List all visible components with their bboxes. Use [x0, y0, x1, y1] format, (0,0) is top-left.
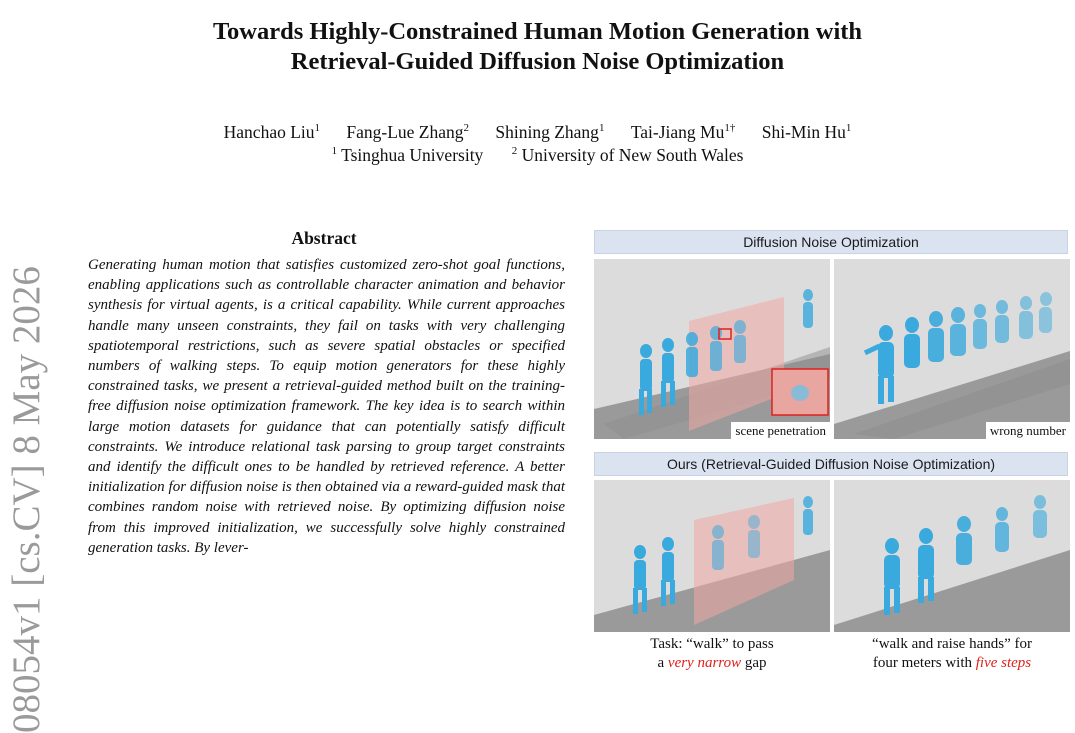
title-line-1: Towards Highly-Constrained Human Motion Generation with — [212, 18, 863, 45]
caption-left-line-2: a very narrow gap — [657, 655, 767, 671]
ours-narrow-gap-panel — [594, 480, 830, 632]
baseline-steps-panel — [834, 259, 1070, 439]
caption-left-highlight: very narrow — [667, 655, 742, 671]
caption-right — [834, 635, 1070, 673]
arxiv-stamp: 08054v1 [cs.CV] 8 May 2026 — [5, 266, 48, 733]
ours-band: Ours (Retrieval-Guided Diffusion Noise Optimization) — [594, 452, 1068, 476]
author-5: Shi-Min Hu$^1$ — [761, 122, 852, 142]
author-3: Shining Zhang$^1$ — [495, 122, 605, 142]
affiliation-1: $^1$ Tsinghua University — [331, 145, 484, 165]
caption-left-line-1: Task: “walk” to pass — [650, 636, 774, 652]
caption-right-line-1: “walk and raise hands” for — [872, 636, 1032, 652]
author-block — [0, 121, 1075, 167]
title-line-2: Retrieval-Guided Diffusion Noise Optimization — [290, 48, 785, 75]
caption-right-highlight: five steps — [975, 655, 1032, 671]
baseline-band: Diffusion Noise Optimization — [594, 230, 1068, 254]
abstract-body: Generating human motion that satisfies customized zero-shot goal functions, enabling applications such as controllable character animation and behavior synthesis for virtual agents, is a critical capability. While current approaches handle many unseen constraints, they fail on tasks with very challenging spatiotemporal restrictions, such as severe spatial obstacles or specified numbers of walking steps. To equip motion generators for these highly constrained tasks, we present a retrieval-guided method built on the training-free diffusion noise optimization framework. The key idea is to search within large motion datasets for guidance that can potentially satisfy difficult constraints. We introduce relational task parsing to group target constraints and identify the difficult ones to be handled by retrieved reference. A better initialization for diffusion noise is then obtained via a reward-guided mask that combines random noise with retrieved noise. By optimizing diffusion noise from this improved initialization, we successfully solve highly constrained generation tasks. By lever- — [88, 257, 565, 556]
caption-left — [594, 635, 830, 673]
paper-title — [0, 17, 1075, 77]
author-list — [0, 121, 1075, 144]
penetration-tag: scene penetration — [731, 422, 830, 439]
author-4: Tai-Jiang $Mu^{1\dagger}$ — [630, 122, 736, 142]
ours-steps-panel — [834, 480, 1070, 632]
author-1: Hanchao Liu$^1$ — [223, 122, 321, 142]
abstract-heading: Abstract — [291, 228, 357, 248]
caption-right-line-2: four meters with five steps — [872, 655, 1032, 671]
affiliation-list — [0, 144, 1075, 167]
baseline-narrow-gap-panel — [594, 259, 830, 439]
wrong-number-tag: wrong number — [986, 422, 1070, 439]
author-2: Fang-Lue Zhang$^2$ — [346, 122, 470, 142]
affiliation-2: $^2$ University of New South Wales — [511, 145, 744, 165]
